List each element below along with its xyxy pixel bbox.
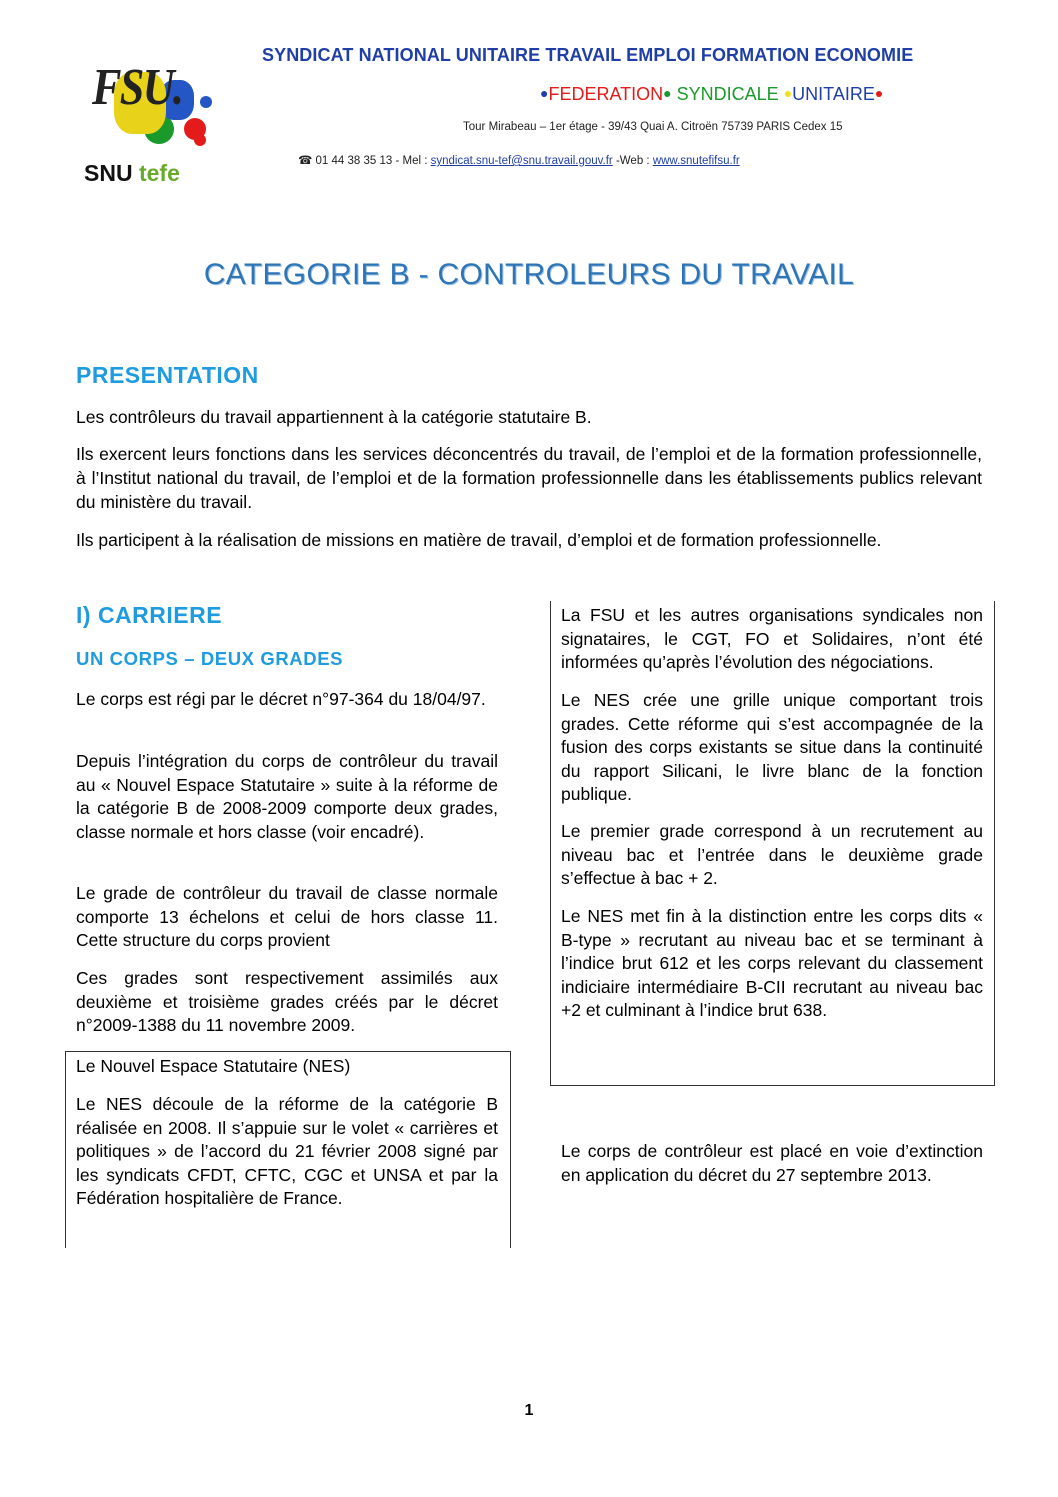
phone-icon: ☎ <box>298 155 313 167</box>
mel-label: - Mel : <box>392 155 431 167</box>
logo-fsu-text: FSU. <box>92 59 183 116</box>
yellow-dot-icon: ● <box>783 85 793 101</box>
right-box-paragraph: Le premier grade correspond à un recrutement au niveau bac et l’entrée dans le deuxième grade s’effectue à bac + 2. <box>561 821 983 888</box>
contact-line <box>298 153 740 167</box>
presentation-paragraph: Ils participent à la réalisation de missions en matière de travail, d’emploi et de formation professionnelle. <box>76 530 882 550</box>
carriere-subheading: UN CORPS – DEUX GRADES <box>76 648 344 669</box>
carriere-paragraph: Le corps est régi par le décret n°97-364 du 18/04/97. <box>76 689 486 709</box>
email-link[interactable]: syndicat.snu-tef@snu.travail.gouv.fr <box>430 155 613 167</box>
presentation-heading: PRESENTATION <box>76 362 259 388</box>
phone-number: 01 44 38 35 13 <box>315 155 393 167</box>
presentation-paragraph: Les contrôleurs du travail appartiennent à la catégorie statutaire B. <box>76 407 592 427</box>
union-name: SYNDICAT NATIONAL UNITAIRE TRAVAIL EMPLOI FORMATION ECONOMIE <box>262 45 914 65</box>
nes-box-paragraph: Le NES découle de la réforme de la catégorie B réalisée en 2008. Il s’appuie sur le volet « carrières et politiques » de l’accord du 21 février 2008 signé par les syndicats CFDT, CFTC, CGC et UNSA et par la Fédération hospitalière de France. <box>76 1094 498 1208</box>
document-title: CATEGORIE B - CONTROLEURS DU TRAVAIL <box>203 258 855 291</box>
address: Tour Mirabeau – 1er étage - 39/43 Quai A. Citroën 75739 PARIS Cedex 15 <box>463 121 843 133</box>
right-box-paragraph: La FSU et les autres organisations syndicales non signataires, le CGT, FO et Solidaires, n’ont été informées qu’après l’évolution des négociations. <box>561 605 983 672</box>
green-dot-icon: ● <box>663 85 672 101</box>
fsu-logo <box>76 52 218 200</box>
logo-small-dot <box>194 134 206 146</box>
carriere-paragraph: Ces grades sont respectivement assimilés aux deuxième et troisième grades créés par le décret n°2009-1388 du 11 novembre 2009. <box>76 968 498 1035</box>
right-box-paragraph: Le NES met fin à la distinction entre les corps dits « B-type » recrutant au niveau bac et se terminant à l’indice brut 612 et les corps relevant du classement indiciaire intermédiaire B-CII recrutant au niveau bac +2 et culminant à l’indice brut 638. <box>561 906 983 1020</box>
page-number: 1 <box>524 1402 534 1419</box>
logo-snu-part: SNU <box>84 160 133 186</box>
carriere-paragraph: Depuis l’intégration du corps de contrôleur du travail au « Nouvel Espace Statutaire » suite à la réforme de la catégorie B de 2008-2009 comporte deux grades, classe normale et hors classe (voir encadré). <box>76 751 498 842</box>
fed-word-unitaire: UNITAIRE <box>792 84 875 104</box>
carriere-paragraph: Le grade de contrôleur du travail de classe normale comporte 13 échelons et celui de hors classe 11. Cette structure du corps provient <box>76 883 498 950</box>
fed-word-syndicale: SYNDICALE <box>676 84 779 104</box>
logo-snu-text <box>84 160 180 187</box>
extinction-paragraph: Le corps de contrôleur est placé en voie d’extinction en application du décret du 27 septembre 2013. <box>561 1141 983 1185</box>
web-link[interactable]: www.snutefifsu.fr <box>652 155 740 167</box>
blue-dot-icon: ● <box>540 85 549 101</box>
logo-tefe-part: tefe <box>138 160 180 186</box>
logo-small-dot <box>200 96 212 108</box>
nes-box-title: Le Nouvel Espace Statutaire (NES) <box>76 1056 351 1076</box>
fed-word-federation: FEDERATION <box>548 84 664 104</box>
carriere-heading: I) CARRIERE <box>76 602 223 628</box>
right-box-paragraph: Le NES crée une grille unique comportant trois grades. Cette réforme qui s’est accompagnée de la fusion des corps existants se situe dans la continuité du rapport Silicani, le livre blanc de la fonction publique. <box>561 690 983 804</box>
federation-line <box>540 84 883 105</box>
red-dot-icon: ● <box>874 85 884 101</box>
presentation-paragraph: Ils exercent leurs fonctions dans les services déconcentrés du travail, de l’emploi et de la formation professionnelle, à l’Institut national du travail, de l’emploi et de la formation professionnelle dans les établissements publics relevant du ministère du travail. <box>76 444 982 512</box>
web-label: -Web : <box>612 155 653 167</box>
